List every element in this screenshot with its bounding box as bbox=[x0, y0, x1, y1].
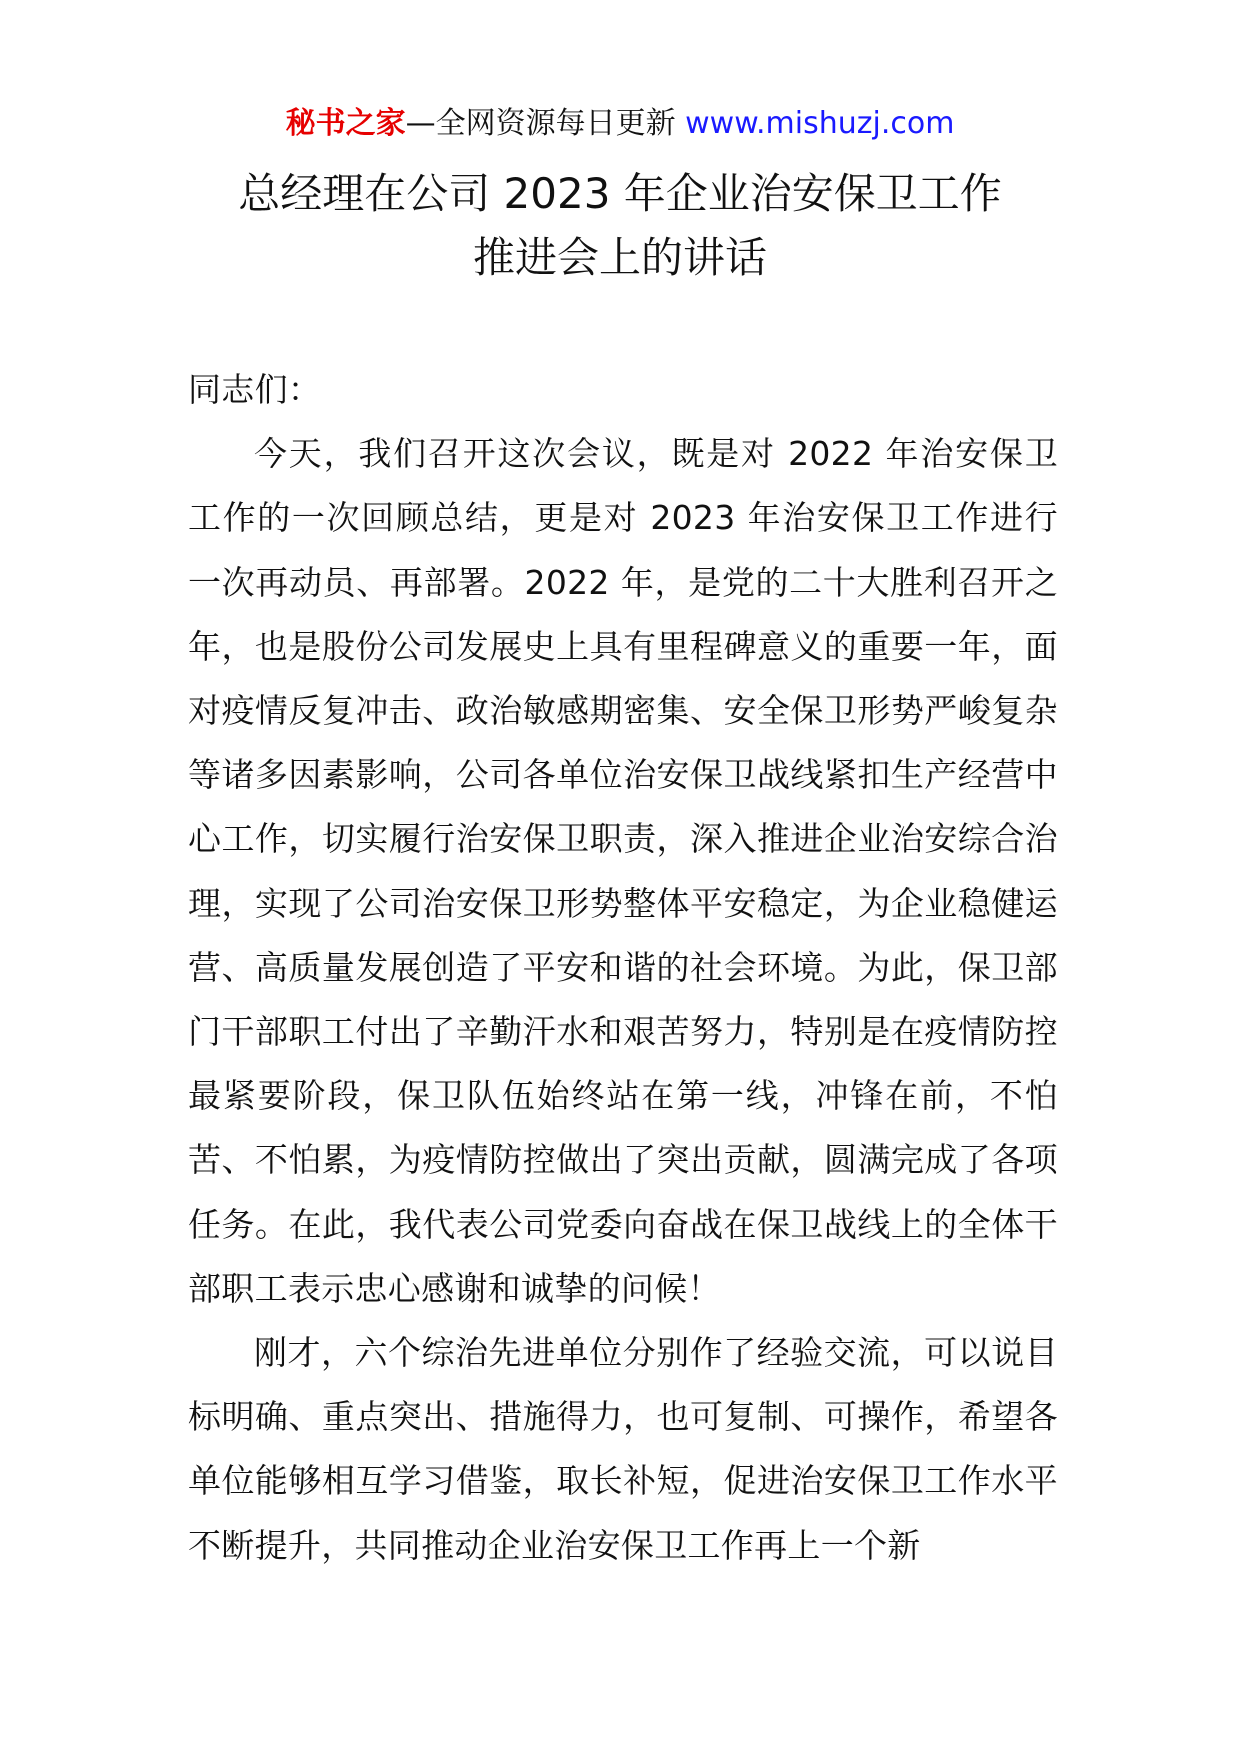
document-title bbox=[0, 162, 1240, 290]
header-tagline: —全网资源每日更新 bbox=[405, 106, 686, 141]
document-body bbox=[188, 358, 1058, 1578]
site-header bbox=[0, 104, 1240, 144]
salutation: 同志们： bbox=[188, 370, 322, 409]
title-line-2: 推进会上的讲话 bbox=[472, 233, 767, 282]
brand-name: 秘书之家 bbox=[285, 106, 406, 141]
title-line-1: 总经理在公司 2023 年企业治安保卫工作 bbox=[238, 169, 1002, 218]
paragraph-2: 刚才，六个综治先进单位分别作了经验交流，可以说目标明确、重点突出、措施得力，也可复制、可操作，希望各单位能够相互学习借鉴，取长补短，促进治安保卫工作水平不断提升，共同推动企业治安保卫工作再上一个新 bbox=[188, 1333, 1058, 1565]
paragraph-1: 今天，我们召开这次会议，既是对 2022 年治安保卫工作的一次回顾总结，更是对 2023 年治安保卫工作进行一次再动员、再部署。2022 年，是党的二十大胜利召开之年，也是股份公司发展史上具有里程碑意义的重要一年，面对疫情反复冲击、政治敏感期密集、安全保卫形势严峻复杂等诸多因素影响，公司各单位治安保卫战线紧扣生产经营中心工作，切实履行治安保卫职责，深入推进企业治安综合治理，实现了公司治安保卫形势整体平安稳定，为企业稳健运营、高质量发展创造了平安和谐的社会环境。为此，保卫部门干部职工付出了辛勤汗水和艰苦努力，特别是在疫情防控最紧要阶段，保卫队伍始终站在第一线，冲锋在前，不怕苦、不怕累，为疫情防控做出了突出贡献，圆满完成了各项任务。在此，我代表公司党委向奋战在保卫战线上的全体干部职工表示忠心感谢和诚挚的问候！ bbox=[188, 434, 1058, 1308]
site-url-link[interactable]: www.mishuzj.com bbox=[685, 106, 955, 141]
